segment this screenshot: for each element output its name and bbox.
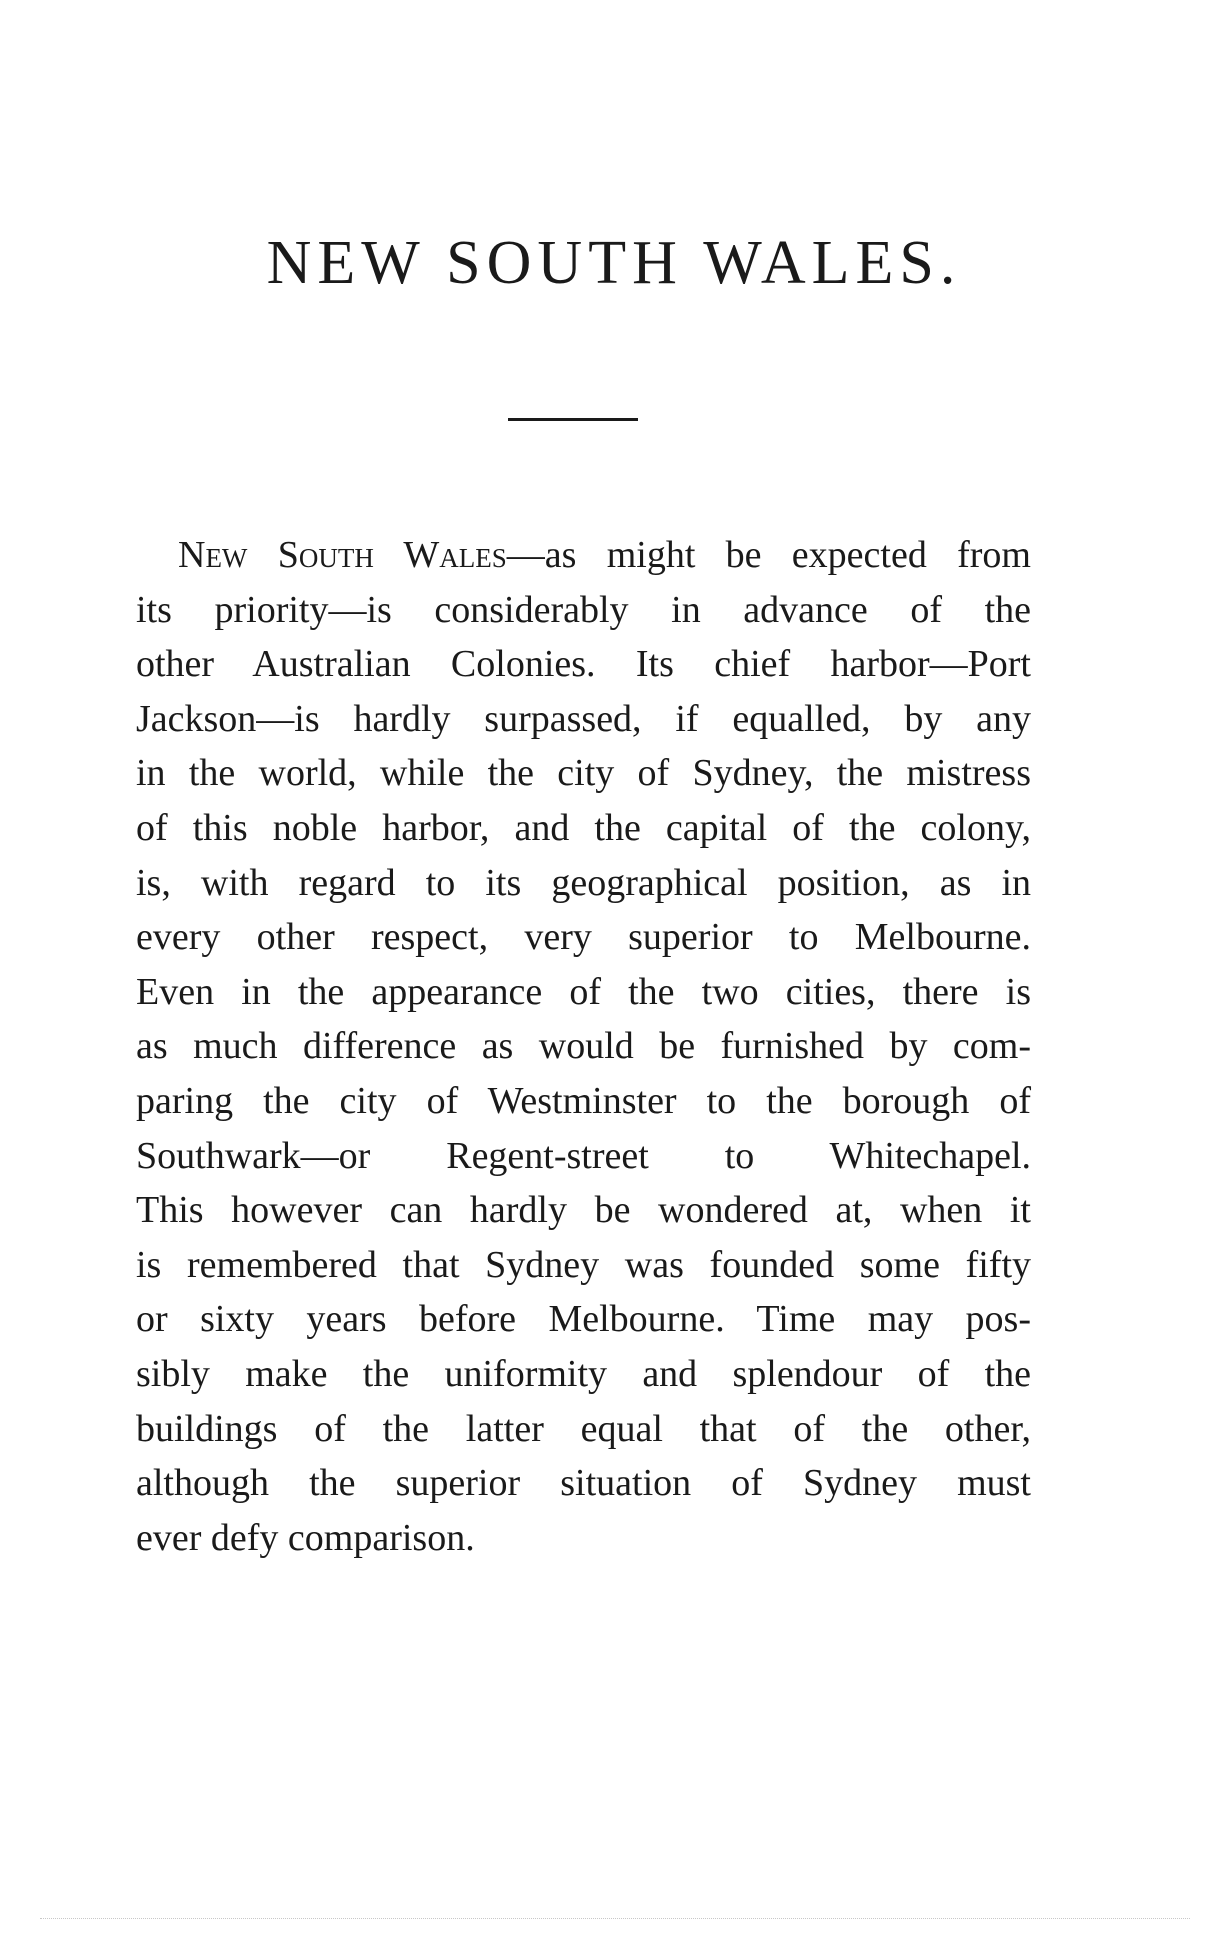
paragraph-line-19: ever defy comparison. [136, 1516, 475, 1559]
paragraph-line-11: paring the city of Westminster to the borough of [136, 1079, 1031, 1122]
paragraph-line-3: other Australian Colonies. Its chief harbor—Port [136, 643, 1031, 686]
paragraph-line-1 [136, 528, 1031, 583]
page-title: NEW SOUTH WALES. [266, 229, 962, 297]
paragraph-line-16: sibly make the uniformity and splendour of the [136, 1352, 1031, 1395]
paragraph-line-5: in the world, while the city of Sydney, the mistress [136, 752, 1031, 795]
paragraph-line-10: as much difference as would be furnished by com- [136, 1025, 1031, 1068]
line-text: —as might be expected from [506, 534, 1031, 576]
paragraph-line-7: is, with regard to its geographical position, as in [136, 861, 1031, 904]
paragraph-line-6: of this noble harbor, and the capital of the colony, [136, 806, 1031, 849]
paragraph-line-17: buildings of the latter equal that of the other, [136, 1407, 1031, 1450]
body-paragraph [136, 528, 1031, 1565]
paragraph-line-14: is remembered that Sydney was founded some fifty [136, 1243, 1031, 1286]
paragraph-line-13: This however can hardly be wondered at, when it [136, 1189, 1031, 1232]
paragraph-line-8: every other respect, very superior to Melbourne. [136, 916, 1031, 959]
title-divider [508, 418, 638, 421]
paragraph-line-15: or sixty years before Melbourne. Time may pos- [136, 1298, 1031, 1341]
paragraph-line-9: Even in the appearance of the two cities, there is [136, 970, 1031, 1013]
scan-specks [40, 1918, 1190, 1923]
paragraph-line-12: Southwark—or Regent-street to Whitechapel. [136, 1134, 1031, 1177]
paragraph-line-2: its priority—is considerably in advance of the [136, 588, 1031, 631]
opening-small-caps: New South Wales [178, 534, 507, 576]
paragraph-line-18: although the superior situation of Sydney must [136, 1462, 1031, 1505]
paragraph-line-4: Jackson—is hardly surpassed, if equalled, by any [136, 697, 1031, 740]
